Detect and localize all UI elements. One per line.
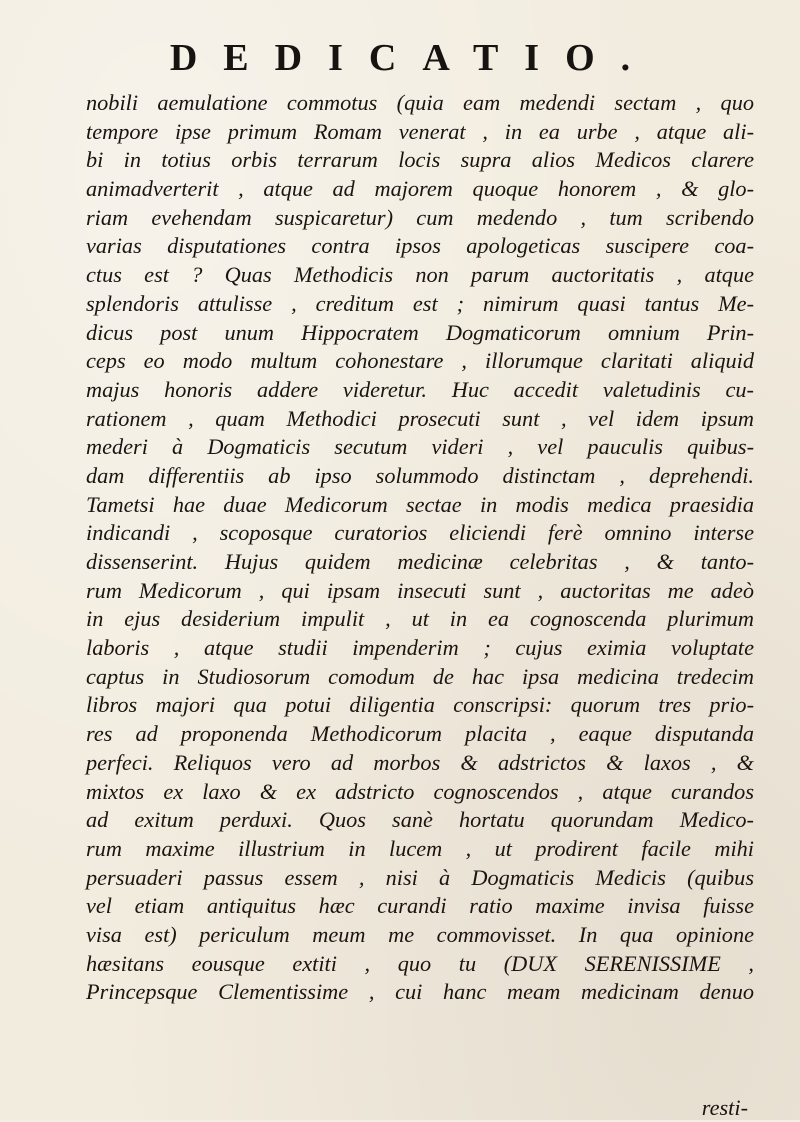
body-text — [86, 89, 754, 1007]
text-line: indicandi , scoposque curatorios eliciendi ferè omnino interse — [86, 520, 754, 546]
text-line: ctus est ? Quas Methodicis non parum auctoritatis , atque — [86, 262, 754, 288]
text-line: res ad proponenda Methodicorum placita , eaque disputanda — [86, 721, 754, 747]
page-header: DEDICATIO. — [169, 37, 657, 79]
text-line: persuaderi passus essem , nisi à Dogmaticis Medicis (quibus — [86, 864, 754, 890]
text-line: perfeci. Reliquos vero ad morbos & adstrictos & laxos , & — [86, 749, 754, 775]
text-line: majus honoris addere videretur. Huc accedit valetudinis cu- — [86, 376, 754, 402]
catchword: resti- — [701, 1095, 748, 1120]
text-line: ad exitum perduxi. Quos sanè hortatu quorundam Medico- — [86, 807, 754, 833]
text-line: vel etiam antiquitus hæc curandi ratio maxime invisa fuisse — [86, 893, 754, 919]
text-line: libros majori qua potui diligentia conscripsi: quorum tres prio- — [86, 692, 754, 718]
text-line: rum maxime illustrium in lucem , ut prodirent facile mihi — [86, 835, 754, 861]
text-line: dicus post unum Hippocratem Dogmaticorum omnium Prin- — [86, 319, 754, 345]
text-line: visa est) periculum meum me commovisset. In qua opinione — [86, 921, 754, 947]
text-line: ceps eo modo multum cohonestare , illorumque claritati aliquid — [86, 348, 754, 374]
text-line: Princepsque Clementissime , cui hanc meam medicinam denuo — [86, 979, 754, 1005]
text-line: mederi à Dogmaticis secutum videri , vel pauculis quibus- — [86, 434, 754, 460]
text-line: varias disputationes contra ipsos apologeticas suscipere coa- — [86, 233, 754, 259]
text-line: in ejus desiderium impulit , ut in ea cognoscenda plurimum — [86, 606, 754, 632]
text-line: Tametsi hae duae Medicorum sectae in modis medica praesidia — [86, 491, 754, 517]
text-line: hæsitans eousque extiti , quo tu (DUX SERENISSIME , — [86, 950, 754, 976]
text-line: splendoris attulisse , creditum est ; nimirum quasi tantus Me- — [86, 290, 754, 316]
text-line: rationem , quam Methodici prosecuti sunt , vel idem ipsum — [86, 405, 754, 431]
text-line: dissenserint. Hujus quidem medicinæ celebritas , & tanto- — [86, 549, 754, 574]
text-line: riam evehendam suspicaretur) cum medendo , tum scribendo — [86, 204, 754, 230]
text-line: dam differentiis ab ipso solummodo distinctam , deprehendi. — [86, 462, 754, 488]
text-line: animadverterit , atque ad majorem quoque honorem , & glo- — [86, 176, 754, 202]
text-line: laboris , atque studii impenderim ; cujus eximia voluptate — [86, 635, 754, 661]
text-line: rum Medicorum , qui ipsam insecuti sunt , auctoritas me adeò — [86, 577, 754, 603]
text-line: tempore ipse primum Romam venerat , in ea urbe , atque ali- — [86, 118, 754, 144]
text-line: bi in totius orbis terrarum locis supra alios Medicos clarere — [86, 147, 754, 173]
text-line: nobili aemulatione commotus (quia eam medendi sectam , quo — [86, 90, 754, 115]
text-line: captus in Studiosorum comodum de hac ipsa medicina tredecim — [86, 663, 754, 689]
text-line: mixtos ex laxo & ex adstricto cognoscendos , atque curandos — [86, 778, 754, 804]
